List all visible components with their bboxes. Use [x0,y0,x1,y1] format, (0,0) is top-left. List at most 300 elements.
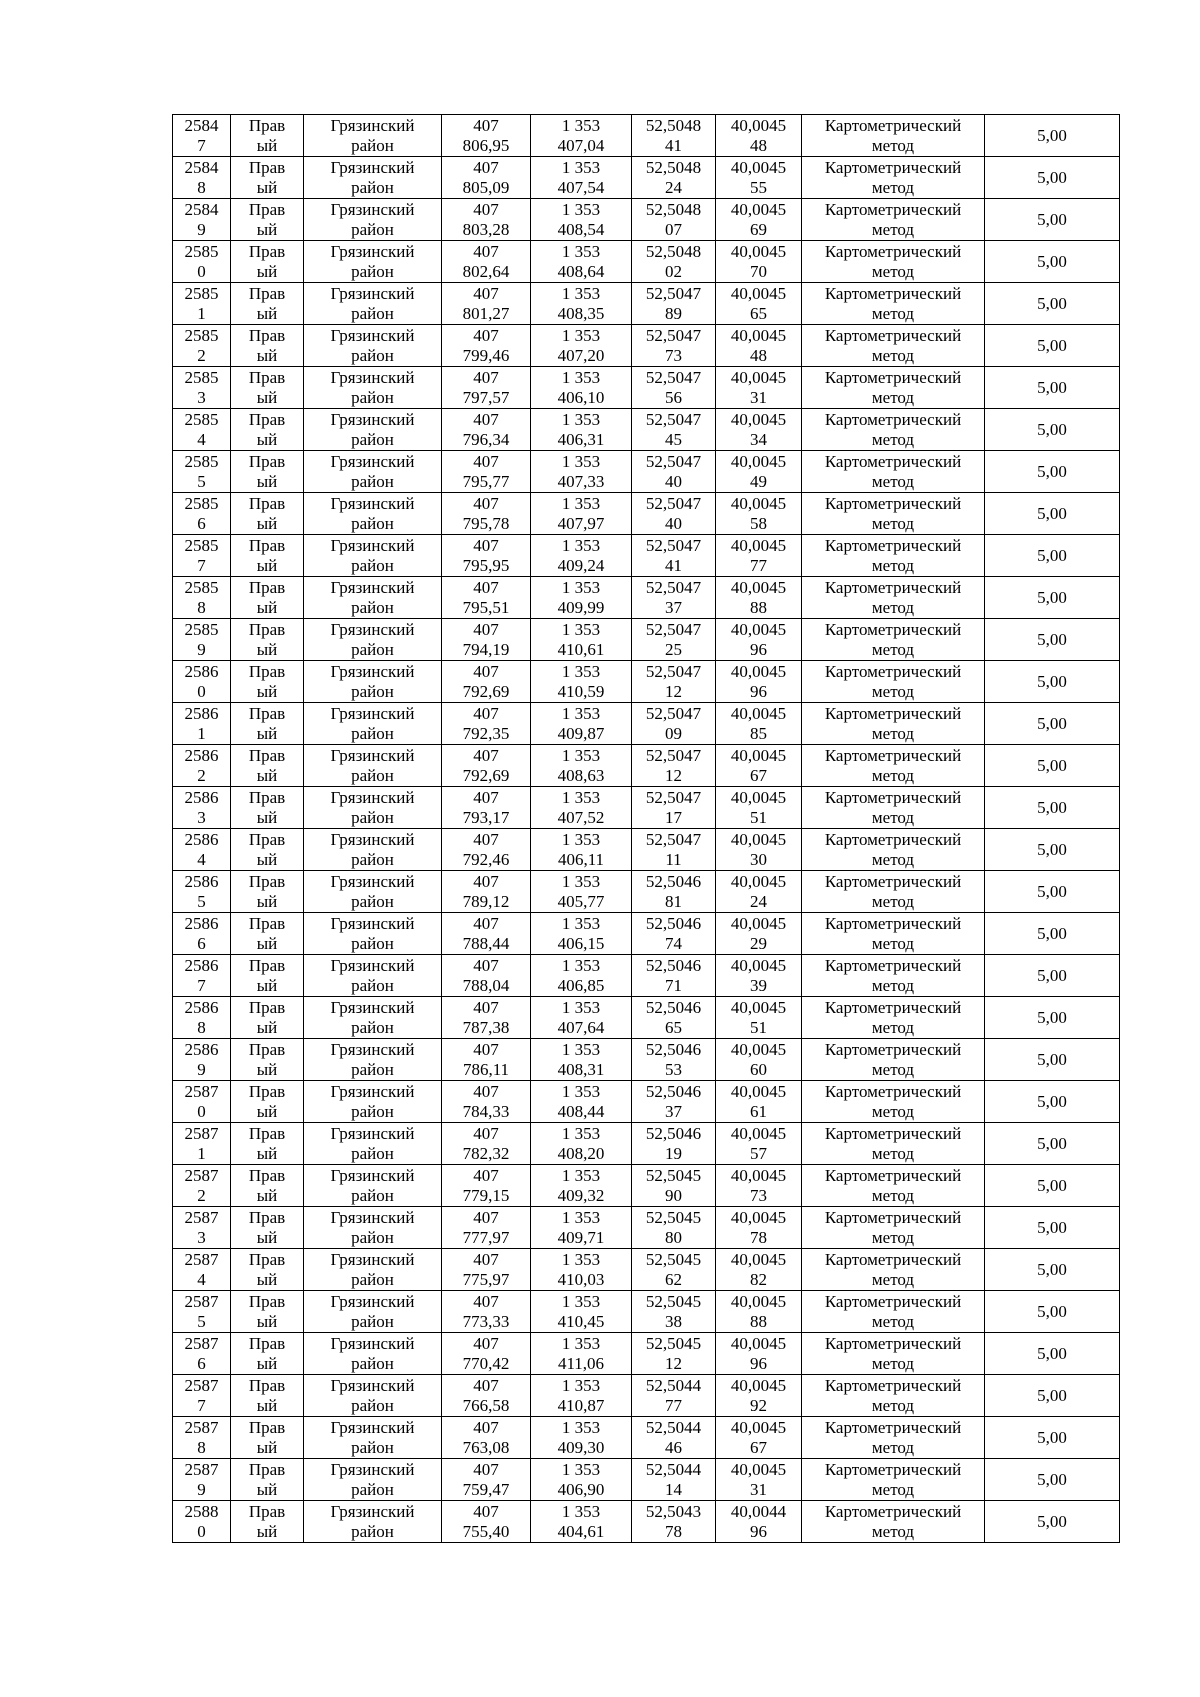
y-coordinate-line-1: 1 353 [561,367,601,387]
y-coordinate-cell [531,283,632,325]
x-coordinate-line-1: 407 [473,535,499,555]
method-line-1: Картометрический [824,157,962,177]
longitude-line-1: 40,0045 [730,1165,787,1185]
accuracy-cell: 5,00 [985,493,1120,535]
latitude-line-1: 52,5048 [645,241,702,261]
table-body [173,115,1120,1543]
longitude-cell [716,913,802,955]
point-number-line-1: 2585 [184,577,219,597]
method-line-1: Картометрический [824,451,962,471]
district-cell [304,1459,442,1501]
latitude-cell [632,451,716,493]
table-row [173,325,1120,367]
district-cell [304,325,442,367]
method-cell [802,661,985,703]
district-cell [304,1333,442,1375]
latitude-cell [632,535,716,577]
side-cell [231,241,304,283]
method-line-1: Картометрический [824,115,962,135]
side-line-2: ый [256,555,278,575]
method-line-2: метод [871,975,915,995]
y-coordinate-line-2: 406,11 [557,849,605,869]
district-line-1: Грязинский [330,1081,415,1101]
point-number-cell [173,787,231,829]
latitude-line-2: 73 [665,345,682,365]
point-number-cell [173,703,231,745]
table-row [173,997,1120,1039]
y-coordinate-cell [531,703,632,745]
table-row [173,409,1120,451]
table-row [173,1123,1120,1165]
point-number-cell [173,1333,231,1375]
district-cell [304,913,442,955]
side-line-1: Прав [248,577,286,597]
district-line-1: Грязинский [330,955,415,975]
point-number-cell [173,325,231,367]
latitude-cell [632,409,716,451]
side-line-1: Прав [248,535,286,555]
accuracy-cell: 5,00 [985,1459,1120,1501]
x-coordinate-line-2: 770,42 [462,1353,510,1373]
point-number-line-2: 8 [197,1017,206,1037]
table-row [173,1291,1120,1333]
x-coordinate-line-2: 784,33 [462,1101,510,1121]
y-coordinate-line-1: 1 353 [561,241,601,261]
x-coordinate-line-2: 792,35 [462,723,510,743]
x-coordinate-line-2: 792,46 [462,849,510,869]
table-row [173,241,1120,283]
y-coordinate-cell [531,661,632,703]
x-coordinate-line-1: 407 [473,619,499,639]
y-coordinate-line-1: 1 353 [561,493,601,513]
accuracy-cell: 5,00 [985,1333,1120,1375]
district-line-2: район [351,1395,394,1415]
method-line-2: метод [871,1479,915,1499]
y-coordinate-cell [531,409,632,451]
side-line-2: ый [256,1521,278,1541]
y-coordinate-line-1: 1 353 [561,703,601,723]
point-number-line-2: 8 [197,1437,206,1457]
latitude-line-2: 53 [665,1059,682,1079]
latitude-line-1: 52,5047 [645,787,702,807]
x-coordinate-cell [442,1081,531,1123]
point-number-line-2: 4 [197,429,206,449]
y-coordinate-line-1: 1 353 [561,829,601,849]
district-line-2: район [351,933,394,953]
y-coordinate-cell [531,913,632,955]
x-coordinate-line-1: 407 [473,115,499,135]
district-line-2: район [351,1143,394,1163]
x-coordinate-line-1: 407 [473,1165,499,1185]
side-cell [231,1123,304,1165]
side-line-2: ый [256,471,278,491]
longitude-line-2: 88 [750,597,767,617]
y-coordinate-line-1: 1 353 [561,1291,601,1311]
x-coordinate-line-2: 795,51 [462,597,510,617]
latitude-line-2: 62 [665,1269,682,1289]
y-coordinate-line-2: 406,85 [557,975,605,995]
method-line-2: метод [871,135,915,155]
latitude-cell [632,1291,716,1333]
district-line-1: Грязинский [330,451,415,471]
y-coordinate-line-2: 410,59 [557,681,605,701]
method-cell [802,409,985,451]
longitude-line-2: 73 [750,1185,767,1205]
side-line-2: ый [256,1143,278,1163]
x-coordinate-cell [442,367,531,409]
longitude-line-1: 40,0045 [730,367,787,387]
y-coordinate-line-1: 1 353 [561,1417,601,1437]
latitude-line-1: 52,5047 [645,367,702,387]
method-cell [802,871,985,913]
side-line-2: ый [256,723,278,743]
latitude-cell [632,1375,716,1417]
method-line-1: Картометрический [824,1333,962,1353]
longitude-line-1: 40,0045 [730,577,787,597]
point-number-line-2: 2 [197,1185,206,1205]
latitude-line-1: 52,5046 [645,1039,702,1059]
y-coordinate-cell [531,493,632,535]
point-number-line-1: 2585 [184,283,219,303]
side-line-1: Прав [248,1501,286,1521]
y-coordinate-cell [531,1417,632,1459]
district-line-1: Грязинский [330,829,415,849]
method-cell [802,1081,985,1123]
side-line-2: ый [256,429,278,449]
method-line-1: Картометрический [824,1039,962,1059]
side-cell [231,325,304,367]
district-line-1: Грязинский [330,199,415,219]
side-cell [231,577,304,619]
table-row [173,787,1120,829]
side-line-2: ый [256,135,278,155]
point-number-line-1: 2587 [184,1207,219,1227]
district-cell [304,1417,442,1459]
latitude-line-2: 11 [665,849,682,869]
point-number-line-1: 2586 [184,997,219,1017]
latitude-line-2: 07 [665,219,682,239]
method-line-2: метод [871,1101,915,1121]
accuracy-cell: 5,00 [985,1039,1120,1081]
longitude-line-1: 40,0045 [730,997,787,1017]
x-coordinate-line-2: 792,69 [462,765,510,785]
table-row [173,1039,1120,1081]
side-line-2: ый [256,849,278,869]
latitude-cell [632,115,716,157]
point-number-line-1: 2585 [184,241,219,261]
accuracy-cell: 5,00 [985,787,1120,829]
point-number-cell [173,1081,231,1123]
district-line-1: Грязинский [330,409,415,429]
point-number-cell [173,1249,231,1291]
latitude-line-2: 81 [665,891,682,911]
side-cell [231,619,304,661]
x-coordinate-line-1: 407 [473,409,499,429]
district-line-1: Грязинский [330,745,415,765]
method-line-1: Картометрический [824,577,962,597]
side-line-2: ый [256,807,278,827]
method-cell [802,1123,985,1165]
side-cell [231,451,304,493]
side-line-1: Прав [248,1123,286,1143]
method-line-2: метод [871,471,915,491]
district-cell [304,115,442,157]
longitude-line-2: 58 [750,513,767,533]
side-line-2: ый [256,765,278,785]
point-number-line-2: 5 [197,891,206,911]
longitude-line-1: 40,0044 [730,1501,787,1521]
district-cell [304,997,442,1039]
y-coordinate-line-1: 1 353 [561,325,601,345]
district-line-2: район [351,891,394,911]
latitude-line-1: 52,5046 [645,955,702,975]
point-number-line-1: 2584 [184,157,219,177]
y-coordinate-line-1: 1 353 [561,409,601,429]
district-line-1: Грязинский [330,577,415,597]
y-coordinate-line-1: 1 353 [561,157,601,177]
method-cell [802,1039,985,1081]
y-coordinate-line-2: 408,54 [557,219,605,239]
district-cell [304,409,442,451]
district-line-2: район [351,1479,394,1499]
point-number-line-1: 2587 [184,1375,219,1395]
y-coordinate-line-2: 409,30 [557,1437,605,1457]
method-cell [802,829,985,871]
y-coordinate-line-1: 1 353 [561,283,601,303]
latitude-cell [632,787,716,829]
side-line-1: Прав [248,1375,286,1395]
side-line-1: Прав [248,1333,286,1353]
longitude-line-1: 40,0045 [730,829,787,849]
y-coordinate-cell [531,451,632,493]
district-line-2: район [351,807,394,827]
table-row [173,1081,1120,1123]
side-line-2: ый [256,1269,278,1289]
district-line-2: район [351,387,394,407]
district-line-2: район [351,639,394,659]
point-number-line-1: 2585 [184,451,219,471]
longitude-cell [716,1249,802,1291]
x-coordinate-line-1: 407 [473,157,499,177]
y-coordinate-line-2: 407,97 [557,513,605,533]
latitude-cell [632,1207,716,1249]
side-cell [231,157,304,199]
latitude-line-1: 52,5044 [645,1459,702,1479]
y-coordinate-cell [531,535,632,577]
x-coordinate-line-1: 407 [473,1417,499,1437]
side-cell [231,1333,304,1375]
latitude-line-1: 52,5047 [645,745,702,765]
district-line-1: Грязинский [330,283,415,303]
side-cell [231,1207,304,1249]
method-line-2: метод [871,723,915,743]
method-line-1: Картометрический [824,787,962,807]
latitude-line-2: 71 [665,975,682,995]
y-coordinate-cell [531,367,632,409]
method-line-2: метод [871,345,915,365]
point-number-cell [173,1459,231,1501]
side-line-2: ый [256,303,278,323]
latitude-line-2: 12 [665,681,682,701]
method-line-1: Картометрический [824,745,962,765]
latitude-line-1: 52,5046 [645,997,702,1017]
accuracy-cell: 5,00 [985,535,1120,577]
side-line-1: Прав [248,199,286,219]
point-number-line-2: 7 [197,1395,206,1415]
latitude-line-1: 52,5044 [645,1375,702,1395]
district-line-1: Грязинский [330,1459,415,1479]
side-line-2: ый [256,219,278,239]
latitude-cell [632,1039,716,1081]
x-coordinate-line-1: 407 [473,1501,499,1521]
longitude-line-2: 92 [750,1395,767,1415]
table-row [173,1207,1120,1249]
point-number-cell [173,955,231,997]
side-line-1: Прав [248,1165,286,1185]
method-line-1: Картометрический [824,283,962,303]
point-number-cell [173,241,231,283]
x-coordinate-line-2: 797,57 [462,387,510,407]
side-cell [231,997,304,1039]
method-line-1: Картометрический [824,955,962,975]
point-number-line-2: 7 [197,975,206,995]
accuracy-cell: 5,00 [985,1291,1120,1333]
district-line-2: район [351,849,394,869]
point-number-cell [173,367,231,409]
x-coordinate-line-2: 802,64 [462,261,510,281]
longitude-line-1: 40,0045 [730,1207,787,1227]
district-line-1: Грязинский [330,115,415,135]
latitude-cell [632,241,716,283]
side-line-1: Прав [248,493,286,513]
y-coordinate-line-2: 409,32 [557,1185,605,1205]
point-number-cell [173,1291,231,1333]
x-coordinate-line-1: 407 [473,703,499,723]
latitude-line-1: 52,5047 [645,493,702,513]
longitude-line-2: 77 [750,555,767,575]
y-coordinate-cell [531,1291,632,1333]
method-cell [802,1333,985,1375]
longitude-cell [716,871,802,913]
point-number-cell [173,451,231,493]
table-row [173,955,1120,997]
point-number-line-2: 1 [197,1143,206,1163]
method-line-1: Картометрический [824,199,962,219]
latitude-line-2: 74 [665,933,682,953]
x-coordinate-line-2: 795,95 [462,555,510,575]
x-coordinate-cell [442,661,531,703]
point-number-line-1: 2584 [184,199,219,219]
y-coordinate-cell [531,787,632,829]
point-number-line-1: 2586 [184,787,219,807]
longitude-line-1: 40,0045 [730,199,787,219]
side-cell [231,1417,304,1459]
latitude-line-1: 52,5047 [645,283,702,303]
side-line-2: ый [256,639,278,659]
y-coordinate-line-1: 1 353 [561,1039,601,1059]
y-coordinate-cell [531,745,632,787]
y-coordinate-line-1: 1 353 [561,1501,601,1521]
longitude-line-1: 40,0045 [730,535,787,555]
method-cell [802,1375,985,1417]
x-coordinate-line-2: 766,58 [462,1395,510,1415]
side-line-1: Прав [248,409,286,429]
latitude-line-1: 52,5048 [645,157,702,177]
side-line-2: ый [256,1101,278,1121]
side-cell [231,913,304,955]
side-cell [231,1249,304,1291]
district-cell [304,1039,442,1081]
x-coordinate-line-2: 773,33 [462,1311,510,1331]
latitude-cell [632,703,716,745]
side-cell [231,1165,304,1207]
y-coordinate-line-1: 1 353 [561,1123,601,1143]
method-line-2: метод [871,1521,915,1541]
side-cell [231,703,304,745]
x-coordinate-line-2: 763,08 [462,1437,510,1457]
longitude-cell [716,1207,802,1249]
x-coordinate-line-1: 407 [473,1333,499,1353]
longitude-line-2: 60 [750,1059,767,1079]
side-cell [231,1291,304,1333]
latitude-line-2: 41 [665,555,682,575]
y-coordinate-line-1: 1 353 [561,745,601,765]
point-number-line-2: 1 [197,723,206,743]
longitude-line-2: 67 [750,765,767,785]
x-coordinate-cell [442,493,531,535]
y-coordinate-cell [531,1081,632,1123]
latitude-line-2: 12 [665,765,682,785]
side-line-2: ый [256,1017,278,1037]
longitude-cell [716,493,802,535]
y-coordinate-line-1: 1 353 [561,997,601,1017]
district-cell [304,367,442,409]
latitude-line-2: 19 [665,1143,682,1163]
method-cell [802,493,985,535]
latitude-line-2: 24 [665,177,682,197]
longitude-line-1: 40,0045 [730,955,787,975]
side-cell [231,115,304,157]
district-line-1: Грязинский [330,913,415,933]
point-number-line-1: 2585 [184,619,219,639]
method-line-1: Картометрический [824,409,962,429]
y-coordinate-cell [531,829,632,871]
method-line-2: метод [871,1017,915,1037]
point-number-line-1: 2586 [184,913,219,933]
table-row [173,1459,1120,1501]
longitude-line-1: 40,0045 [730,1333,787,1353]
point-number-line-2: 7 [197,555,206,575]
x-coordinate-cell [442,619,531,661]
y-coordinate-line-1: 1 353 [561,577,601,597]
x-coordinate-cell [442,787,531,829]
latitude-cell [632,1249,716,1291]
method-line-2: метод [871,303,915,323]
method-line-1: Картометрический [824,1207,962,1227]
accuracy-cell: 5,00 [985,955,1120,997]
longitude-line-2: 48 [750,345,767,365]
latitude-line-1: 52,5046 [645,1123,702,1143]
y-coordinate-line-2: 407,64 [557,1017,605,1037]
x-coordinate-line-1: 407 [473,1039,499,1059]
method-line-1: Картометрический [824,1081,962,1101]
accuracy-cell: 5,00 [985,1249,1120,1291]
point-number-line-1: 2587 [184,1249,219,1269]
district-cell [304,241,442,283]
method-cell [802,157,985,199]
district-line-2: район [351,219,394,239]
x-coordinate-cell [442,1501,531,1543]
